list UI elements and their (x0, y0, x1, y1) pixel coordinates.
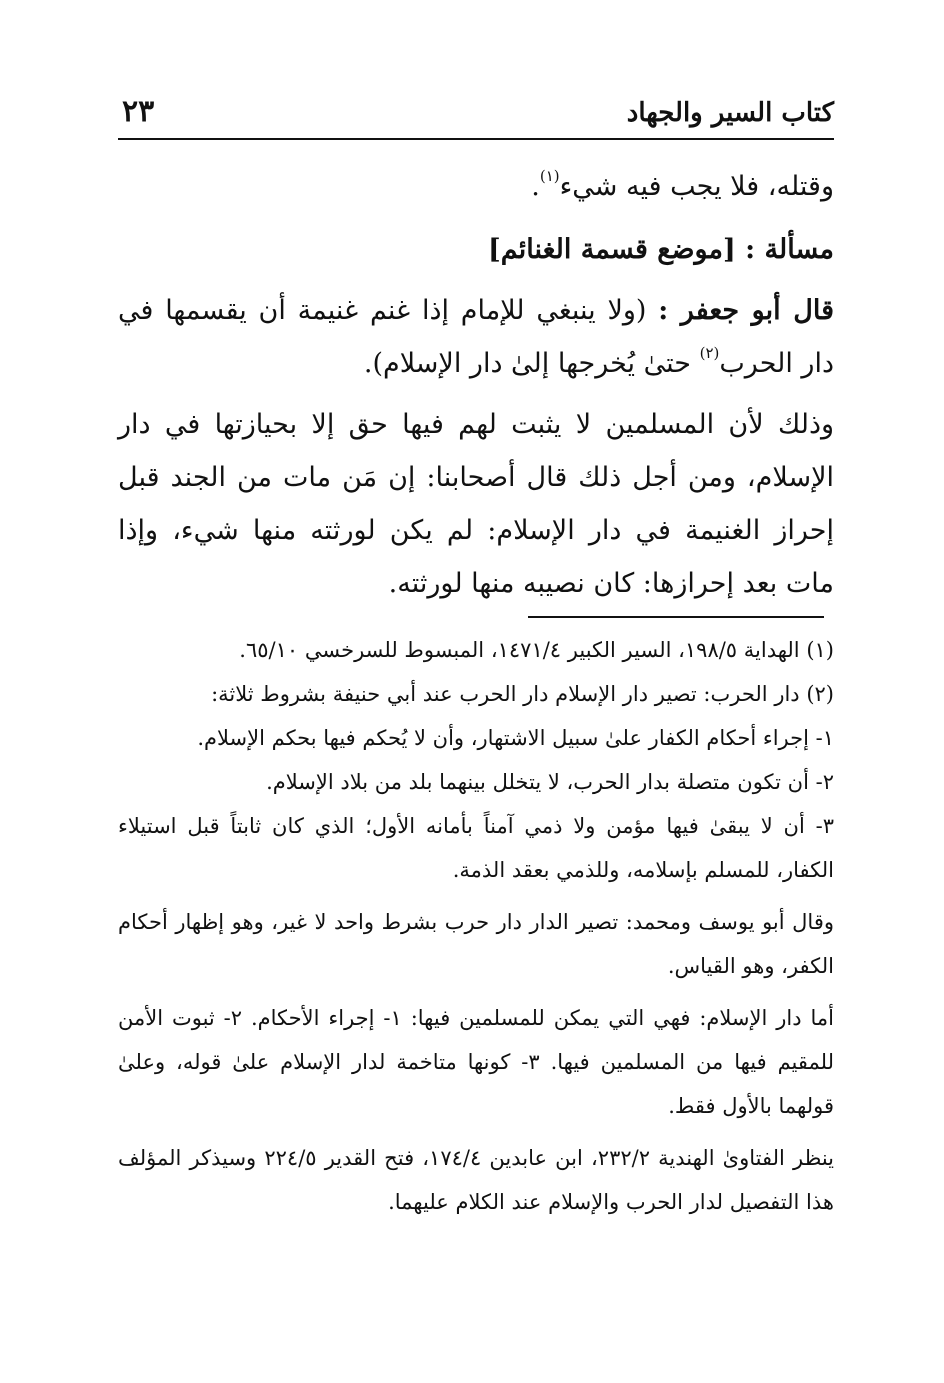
quote-text-1: (ولا ينبغي للإمام إذا غنم غنيمة أن يقسمها في دار الحرب (118, 295, 834, 379)
page-number: ٢٣ (122, 94, 155, 129)
continuation-paragraph (118, 160, 834, 213)
footnote-separator (528, 616, 824, 618)
quote-text-2: حتىٰ يُخرجها إلىٰ دار الإسلام). (363, 348, 700, 379)
condition-1: ١- إجراء أحكام الكفار علىٰ سبيل الاشتهار، وأن لا يُحكم فيها بحكم الإسلام. (197, 726, 834, 750)
continuation-text: وقتله، فلا يجب فيه شيء (559, 171, 834, 202)
main-text (118, 160, 834, 610)
page-header (118, 92, 834, 134)
condition-3: ٣- أن لا يبقىٰ فيها مؤمن ولا ذمي آمناً بأمانه الأول؛ الذي كان ثابتاً قبل استيلاء الكفار، للمسلم بإسلامه، وللذمي بعقد الذمة. (118, 814, 834, 882)
quote-paragraph (118, 284, 834, 390)
condition-2: ٢- أن تكون متصلة بدار الحرب، لا يتخلل بينهما بلد من بلاد الإسلام. (266, 770, 834, 794)
footnote-2-intro: (٢) دار الحرب: تصير دار الإسلام دار الحرب عند أبي حنيفة بشروط ثلاثة: (211, 682, 834, 706)
quote-speaker: قال أبو جعفر : (658, 295, 834, 326)
dar-al-islam-definition: أما دار الإسلام: فهي التي يمكن للمسلمين فيها: ١- إجراء الأحكام. ٢- ثبوت الأمن للمقيم فيها من المسلمين فيها. ٣- كونها متاخمة لدار الإسلام علىٰ قوله، وعلىٰ قولهما بالأول فقط. (118, 1006, 834, 1118)
references: ينظر الفتاوىٰ الهندية ٢٣٢/٢، ابن عابدين ١٧٤/٤، فتح القدير ٢٢٤/٥ وسيذكر المؤلف هذا التفصيل لدار الحرب والإسلام عند الكلام عليهما. (118, 1146, 835, 1214)
section-title: مسألة : [موضع قسمة الغنائم] (488, 234, 834, 265)
header-rule (118, 138, 834, 140)
continuation-end: . (531, 171, 540, 202)
footnote-marker-1: (١) (539, 167, 560, 185)
abu-yusuf-opinion: وقال أبو يوسف ومحمد: تصير الدار دار حرب بشرط واحد لا غير، وهو إظهار أحكام الكفر، وهو القياس. (118, 910, 834, 978)
footnote-marker-2: (٢) (699, 344, 720, 362)
running-title: كتاب السير والجهاد (626, 98, 834, 128)
footnote-1: (١) الهداية ١٩٨/٥، السير الكبير ١٤٧١/٤، المبسوط للسرخسي ٦٥/١٠. (239, 638, 834, 662)
footnotes (118, 628, 834, 1224)
explanation-paragraph: وذلك لأن المسلمين لا يثبت لهم فيها حق إلا بحيازتها في دار الإسلام، ومن أجل ذلك قال أصحابنا: إن مَن مات من الجند قبل إحراز الغنيمة في دار الإسلام: لم يكن لورثته منها شيء، وإذا مات بعد إحرازها: كان نصيبه منها لورثته. (118, 409, 834, 599)
